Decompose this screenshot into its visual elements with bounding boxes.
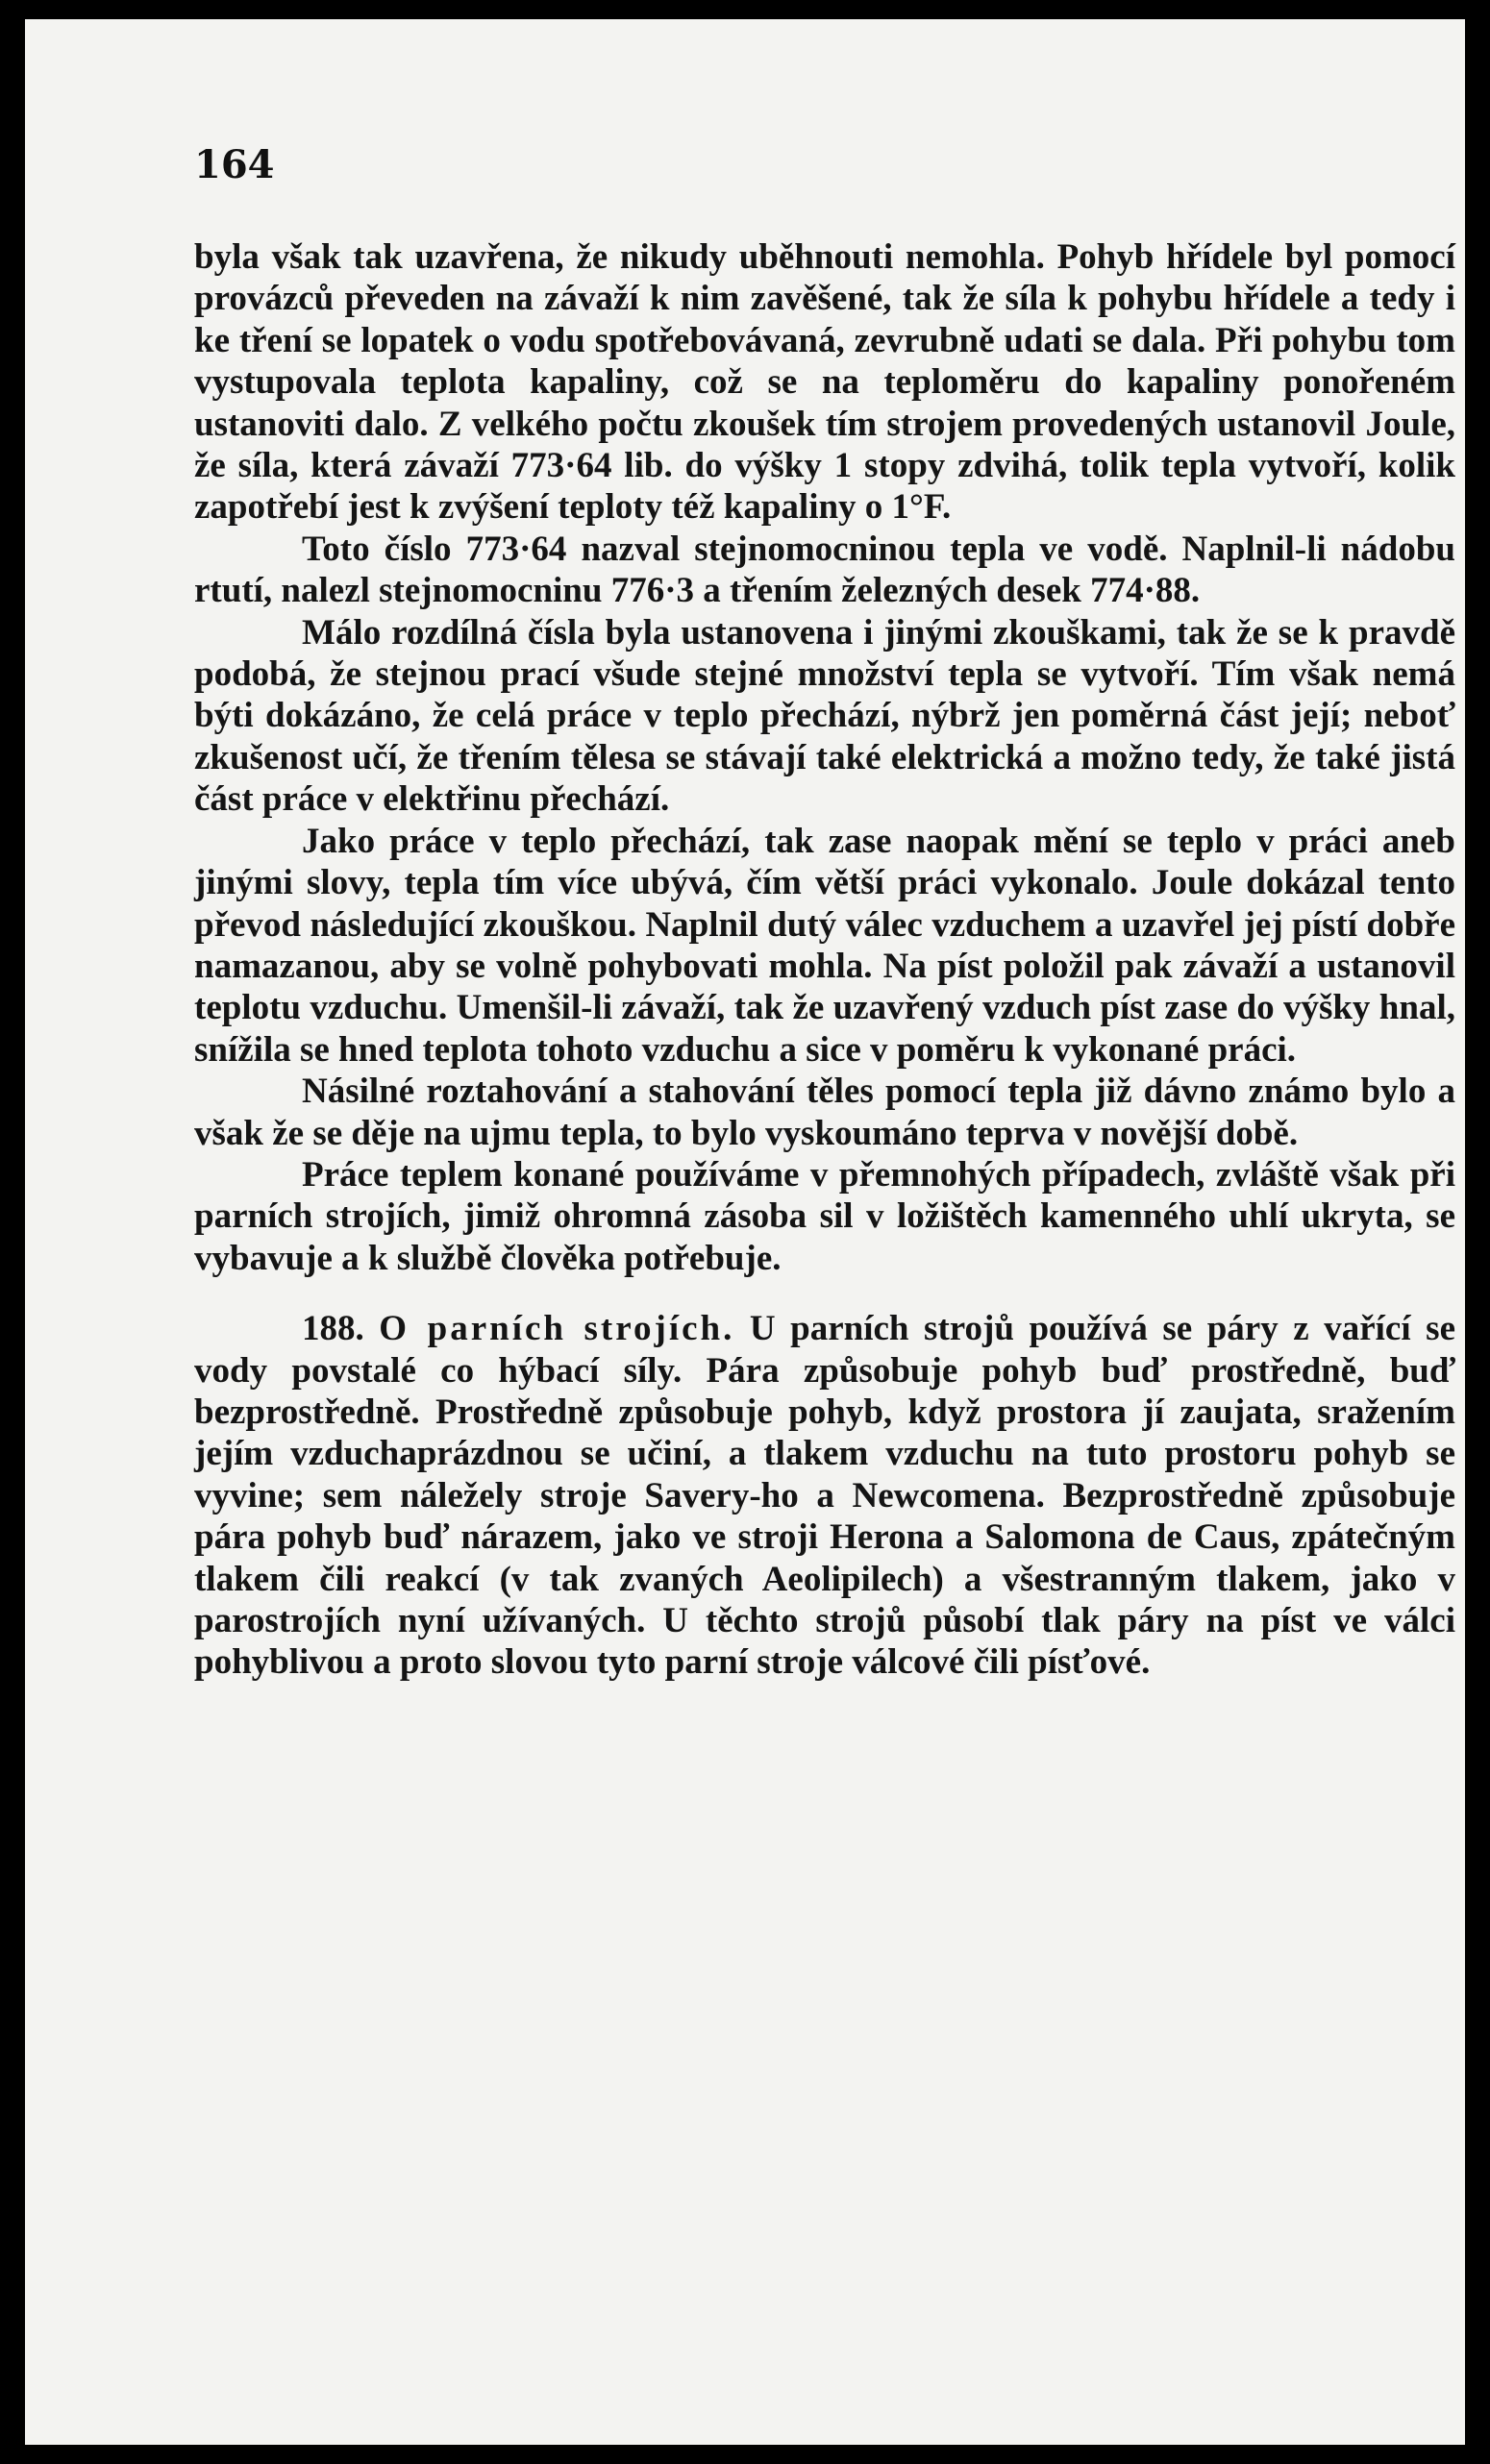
section-paragraph: [194, 1308, 1455, 1684]
paragraph-1: byla však tak uzavřena, že nikudy uběhnouti nemohla. Pohyb hřídele byl pomocí provázců převeden na závaží k nim zavěšené, tak že síla k pohybu hřídele a tedy i ke tření se lopatek o vodu spotřebovávaná, zevrubně udati se dala. Při pohybu tom vystupovala teplota kapaliny, což se na teploměru do kapaliny ponořeném ustanoviti dalo. Z velkého počtu zkoušek tím strojem provedených ustanovil Joule, že síla, která závaží 773·64 lib. do výšky 1 stopy zdvihá, tolik tepla vytvoří, kolik zapotřebí jest k zvýšení teploty též kapaliny o 1°F.: [194, 237, 1455, 528]
paragraph-4: Jako práce v teplo přechází, tak zase naopak mění se teplo v práci aneb jinými slovy, tepla tím více ubývá, čím větší práci vykonalo. Joule dokázal tento převod následující zkouškou. Naplnil dutý válec vzduchem a uzavřel jej pístí dobře namazanou, aby se volně pohybovati mohla. Na píst položil pak závaží a ustanovil teplotu vzduchu. Umenšil-li závaží, tak že uzavřený vzduch píst zase do výšky hnal, snížila se hned teplota tohoto vzduchu a sice v poměru k vykonané práci.: [194, 821, 1455, 1070]
paragraph-5: Násilné roztahování a stahování těles pomocí tepla již dávno známo bylo a však že se děje na ujmu tepla, to bylo vyskoumáno teprva v novější době.: [194, 1072, 1455, 1153]
paragraph-3: Málo rozdílná čísla byla ustanovena i jinými zkouškami, tak že se k pravdě podobá, že stejnou prací všude stejné množství tepla se vytvoří. Tím však nemá býti dokázáno, že celá práce v teplo přechází, nýbrž jen poměrná část její; neboť zkušenost učí, že třením tělesa se stávají také elektrická a možno tedy, že také jistá část práce v elektřinu přechází.: [194, 612, 1455, 820]
section-title: O parních strojích.: [379, 1309, 735, 1349]
paragraph-6: Práce teplem konané používáme v přemnohých případech, zvláště však při parních strojích, jimiž ohromná zásoba sil v ložištěch kamenného uhlí ukryta, se vybavuje a k službě člověka potřebuje.: [194, 1154, 1455, 1278]
section-text: U parních strojů používá se páry z vařící se vody povstalé co hýbací síly. Pára způsobuje pohyb buď prostředně, buď bezprostředně. Prostředně způsobuje pohyb, když prostora jí zaujata, sražením jejím vzduchaprázdnou se učiní, a tlakem vzduchu na tuto prostoru pohyb se vyvine; sem náležely stroje Savery-ho a Newcomena. Bezprostředně způsobuje pára pohyb buď nárazem, jako ve stroji Herona a Salomona de Caus, zpátečným tlakem čili reakcí (v tak zvaných Aeolipilech) a všestranným tlakem, jako v parostrojích nyní užívaných. U těchto strojů působí tlak páry na píst ve válci pohyblivou a proto slovou tyto parní stroje válcové čili písťové.: [194, 1309, 1456, 1683]
section-number: 188.: [302, 1309, 364, 1349]
book-page: [25, 19, 1465, 2445]
page-number: 164: [194, 142, 275, 187]
body-text: [194, 236, 1455, 1684]
section-gap: [194, 1279, 1455, 1308]
paragraph-2: Toto číslo 773·64 nazval stejnomocninou tepla ve vodě. Naplnil-li nádobu rtutí, nalezl stejnomocninu 776·3 a třením železných desek 774·88.: [194, 529, 1455, 611]
